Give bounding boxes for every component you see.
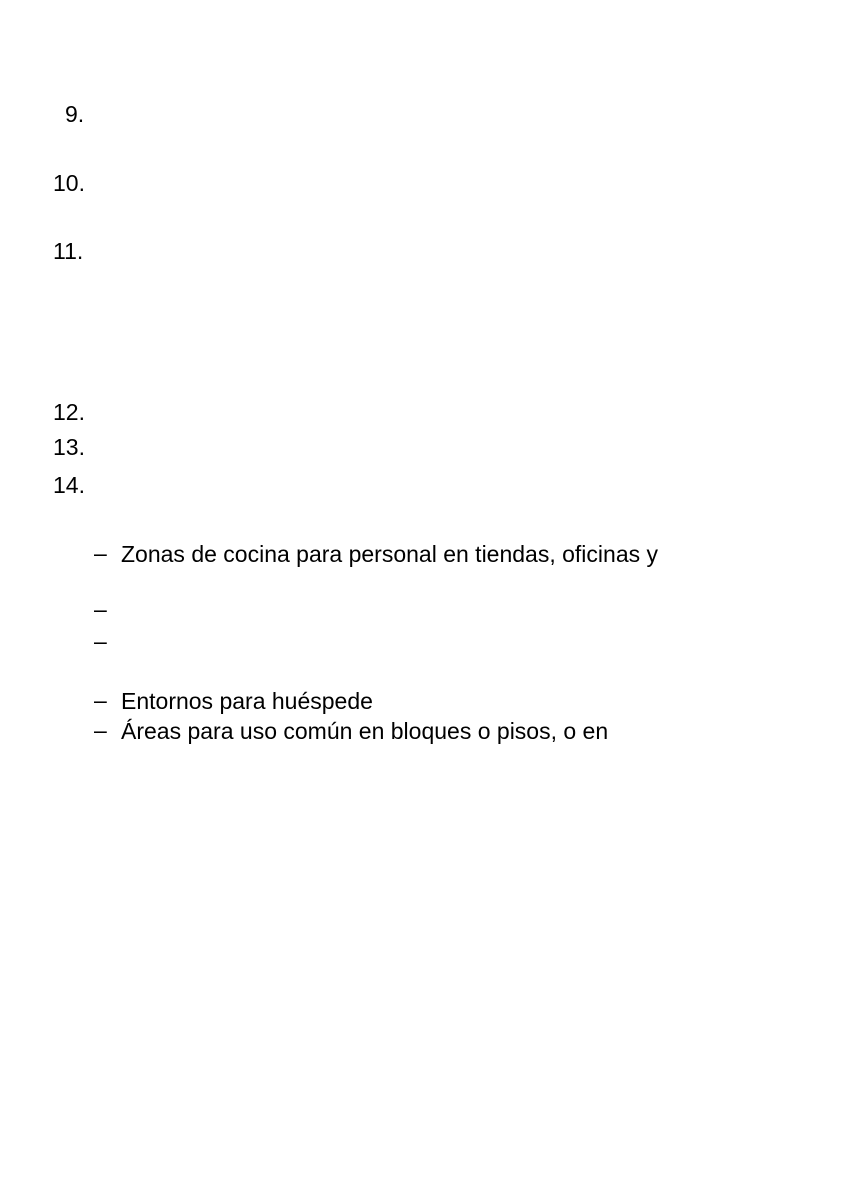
bullet-text: Zonas de cocina para personal en tiendas, oficinas y [121,541,658,567]
bullet-text: Áreas para uso común en bloques o pisos, o en [121,718,609,744]
bullet-text: Entornos para huéspede [121,688,373,714]
list-number: 13. [53,434,85,460]
bullet-dash: – [94,596,107,622]
list-number: 14. [53,472,85,498]
bullet-dash: – [94,540,107,566]
list-number: 9. [65,101,85,127]
bullet-dash: – [94,717,107,743]
bullet-dash: – [94,628,107,654]
list-number: 12. [53,399,85,425]
list-number: 10. [53,170,85,196]
list-number: 11. [53,238,84,264]
bullet-dash: – [94,687,107,713]
